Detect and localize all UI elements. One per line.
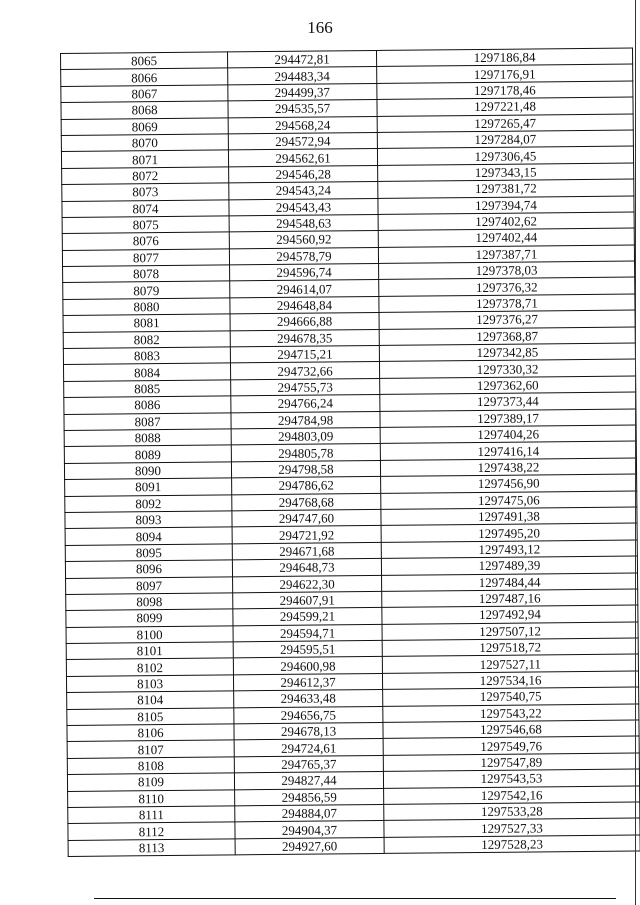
- point-number-cell: 8088: [64, 429, 231, 447]
- x-coordinate-cell: 294803,09: [231, 427, 380, 445]
- point-number-cell: 8099: [66, 609, 233, 627]
- y-coordinate-cell: 1297528,23: [384, 835, 640, 854]
- x-coordinate-cell: 294614,07: [230, 280, 379, 298]
- y-coordinate-cell: 1297362,60: [380, 376, 636, 395]
- x-coordinate-cell: 294648,84: [230, 296, 379, 314]
- x-coordinate-cell: 294594,71: [233, 624, 382, 642]
- point-number-cell: 8076: [62, 232, 229, 250]
- x-coordinate-cell: 294805,78: [231, 444, 380, 462]
- x-coordinate-cell: 294856,59: [235, 788, 384, 806]
- x-coordinate-cell: 294607,91: [233, 591, 382, 609]
- x-coordinate-cell: 294546,28: [229, 165, 378, 183]
- x-coordinate-cell: 294548,63: [229, 214, 378, 232]
- x-coordinate-cell: 294884,07: [235, 804, 384, 822]
- y-coordinate-cell: 1297381,72: [378, 179, 634, 198]
- y-coordinate-cell: 1297549,76: [383, 736, 639, 755]
- point-number-cell: 8105: [67, 707, 234, 725]
- x-coordinate-cell: 294678,13: [234, 722, 383, 740]
- x-coordinate-cell: 294747,60: [232, 509, 381, 527]
- x-coordinate-cell: 294562,61: [228, 149, 377, 167]
- point-number-cell: 8092: [65, 494, 232, 512]
- point-number-cell: 8089: [64, 445, 231, 463]
- y-coordinate-cell: 1297507,12: [382, 622, 638, 641]
- point-number-cell: 8083: [63, 347, 230, 365]
- x-coordinate-cell: 294578,79: [229, 247, 378, 265]
- point-number-cell: 8068: [61, 101, 228, 119]
- x-coordinate-cell: 294784,98: [231, 411, 380, 429]
- point-number-cell: 8077: [62, 249, 229, 267]
- x-coordinate-cell: 294671,68: [232, 542, 381, 560]
- x-coordinate-cell: 294499,37: [228, 83, 377, 101]
- x-coordinate-cell: 294633,48: [234, 690, 383, 708]
- point-number-cell: 8097: [66, 576, 233, 594]
- x-coordinate-cell: 294596,74: [230, 264, 379, 282]
- y-coordinate-cell: 1297475,06: [381, 491, 637, 510]
- point-number-cell: 8094: [65, 527, 232, 545]
- point-number-cell: 8087: [64, 412, 231, 430]
- y-coordinate-cell: 1297373,44: [380, 392, 636, 411]
- x-coordinate-cell: 294600,98: [233, 657, 382, 675]
- y-coordinate-cell: 1297492,94: [382, 605, 638, 624]
- x-coordinate-cell: 294904,37: [235, 821, 384, 839]
- point-number-cell: 8113: [68, 839, 235, 857]
- point-number-cell: 8098: [66, 593, 233, 611]
- y-coordinate-cell: 1297221,48: [377, 97, 633, 116]
- y-coordinate-cell: 1297527,11: [382, 654, 638, 673]
- y-coordinate-cell: 1297389,17: [380, 409, 636, 428]
- x-coordinate-cell: 294568,24: [228, 116, 377, 134]
- coordinates-table-wrapper: [60, 48, 640, 858]
- y-coordinate-cell: 1297487,16: [382, 589, 638, 608]
- point-number-cell: 8107: [67, 740, 234, 758]
- y-coordinate-cell: 1297404,26: [380, 425, 636, 444]
- point-number-cell: 8078: [63, 265, 230, 283]
- point-number-cell: 8067: [61, 85, 228, 103]
- x-coordinate-cell: 294766,24: [231, 395, 380, 413]
- point-number-cell: 8075: [62, 216, 229, 234]
- point-number-cell: 8110: [68, 789, 235, 807]
- y-coordinate-cell: 1297186,84: [376, 48, 632, 67]
- point-number-cell: 8108: [67, 757, 234, 775]
- point-number-cell: 8080: [63, 298, 230, 316]
- y-coordinate-cell: 1297493,12: [381, 540, 637, 559]
- point-number-cell: 8096: [65, 560, 232, 578]
- point-number-cell: 8086: [64, 396, 231, 414]
- y-coordinate-cell: 1297378,71: [379, 294, 635, 313]
- x-coordinate-cell: 294535,57: [228, 100, 377, 118]
- y-coordinate-cell: 1297533,28: [384, 802, 640, 821]
- x-coordinate-cell: 294724,61: [234, 739, 383, 757]
- y-coordinate-cell: 1297527,33: [384, 818, 640, 837]
- x-coordinate-cell: 294755,73: [231, 378, 380, 396]
- coordinates-table: [60, 47, 640, 857]
- point-number-cell: 8071: [61, 150, 228, 168]
- point-number-cell: 8093: [65, 511, 232, 529]
- y-coordinate-cell: 1297176,91: [377, 64, 633, 83]
- point-number-cell: 8103: [66, 675, 233, 693]
- y-coordinate-cell: 1297491,38: [381, 507, 637, 526]
- x-coordinate-cell: 294622,30: [233, 575, 382, 593]
- x-coordinate-cell: 294786,62: [232, 477, 381, 495]
- point-number-cell: 8111: [68, 806, 235, 824]
- table-body: [61, 48, 640, 857]
- y-coordinate-cell: 1297546,68: [383, 720, 639, 739]
- y-coordinate-cell: 1297416,14: [380, 441, 636, 460]
- x-coordinate-cell: 294599,21: [233, 608, 382, 626]
- point-number-cell: 8082: [63, 331, 230, 349]
- scan-edge-line: [635, 0, 636, 905]
- x-coordinate-cell: 294543,24: [229, 182, 378, 200]
- point-number-cell: 8073: [62, 183, 229, 201]
- point-number-cell: 8106: [67, 724, 234, 742]
- x-coordinate-cell: 294732,66: [230, 362, 379, 380]
- point-number-cell: 8090: [64, 462, 231, 480]
- point-number-cell: 8112: [68, 822, 235, 840]
- y-coordinate-cell: 1297265,47: [377, 114, 633, 133]
- y-coordinate-cell: 1297547,89: [383, 753, 639, 772]
- point-number-cell: 8072: [62, 167, 229, 185]
- y-coordinate-cell: 1297306,45: [377, 146, 633, 165]
- y-coordinate-cell: 1297342,85: [379, 343, 635, 362]
- page-number: 166: [307, 18, 333, 37]
- y-coordinate-cell: 1297284,07: [377, 130, 633, 149]
- y-coordinate-cell: 1297330,32: [379, 359, 635, 378]
- y-coordinate-cell: 1297387,71: [378, 245, 634, 264]
- x-coordinate-cell: 294927,60: [235, 837, 384, 855]
- x-coordinate-cell: 294572,94: [228, 132, 377, 150]
- y-coordinate-cell: 1297543,22: [383, 704, 639, 723]
- point-number-cell: 8091: [65, 478, 232, 496]
- y-coordinate-cell: 1297484,44: [382, 572, 638, 591]
- point-number-cell: 8109: [67, 773, 234, 791]
- x-coordinate-cell: 294765,37: [234, 755, 383, 773]
- point-number-cell: 8069: [61, 117, 228, 135]
- y-coordinate-cell: 1297376,27: [379, 310, 635, 329]
- y-coordinate-cell: 1297178,46: [377, 81, 633, 100]
- point-number-cell: 8079: [63, 281, 230, 299]
- point-number-cell: 8100: [66, 626, 233, 644]
- x-coordinate-cell: 294472,81: [227, 50, 376, 68]
- x-coordinate-cell: 294612,37: [233, 673, 382, 691]
- y-coordinate-cell: 1297540,75: [383, 687, 639, 706]
- point-number-cell: 8085: [64, 380, 231, 398]
- point-number-cell: 8084: [63, 363, 230, 381]
- y-coordinate-cell: 1297343,15: [378, 163, 634, 182]
- point-number-cell: 8074: [62, 199, 229, 217]
- x-coordinate-cell: 294648,73: [232, 559, 381, 577]
- x-coordinate-cell: 294560,92: [229, 231, 378, 249]
- y-coordinate-cell: 1297543,53: [383, 769, 639, 788]
- y-coordinate-cell: 1297368,87: [379, 327, 635, 346]
- x-coordinate-cell: 294666,88: [230, 313, 379, 331]
- footer-rule: [94, 898, 616, 899]
- y-coordinate-cell: 1297378,03: [379, 261, 635, 280]
- y-coordinate-cell: 1297495,20: [381, 523, 637, 542]
- x-coordinate-cell: 294595,51: [233, 640, 382, 658]
- x-coordinate-cell: 294656,75: [234, 706, 383, 724]
- x-coordinate-cell: 294768,68: [232, 493, 381, 511]
- point-number-cell: 8102: [66, 658, 233, 676]
- y-coordinate-cell: 1297402,44: [378, 228, 634, 247]
- x-coordinate-cell: 294678,35: [230, 329, 379, 347]
- x-coordinate-cell: 294483,34: [228, 67, 377, 85]
- x-coordinate-cell: 294715,21: [230, 345, 379, 363]
- y-coordinate-cell: 1297489,39: [381, 556, 637, 575]
- x-coordinate-cell: 294721,92: [232, 526, 381, 544]
- y-coordinate-cell: 1297394,74: [378, 196, 634, 215]
- point-number-cell: 8104: [67, 691, 234, 709]
- y-coordinate-cell: 1297542,16: [384, 786, 640, 805]
- y-coordinate-cell: 1297456,90: [381, 474, 637, 493]
- y-coordinate-cell: 1297376,32: [379, 277, 635, 296]
- point-number-cell: 8065: [61, 52, 228, 70]
- point-number-cell: 8066: [61, 68, 228, 86]
- point-number-cell: 8070: [61, 134, 228, 152]
- x-coordinate-cell: 294543,43: [229, 198, 378, 216]
- point-number-cell: 8081: [63, 314, 230, 332]
- y-coordinate-cell: 1297534,16: [382, 671, 638, 690]
- y-coordinate-cell: 1297518,72: [382, 638, 638, 657]
- y-coordinate-cell: 1297402,62: [378, 212, 634, 231]
- point-number-cell: 8095: [65, 544, 232, 562]
- x-coordinate-cell: 294827,44: [234, 772, 383, 790]
- x-coordinate-cell: 294798,58: [231, 460, 380, 478]
- point-number-cell: 8101: [66, 642, 233, 660]
- y-coordinate-cell: 1297438,22: [380, 458, 636, 477]
